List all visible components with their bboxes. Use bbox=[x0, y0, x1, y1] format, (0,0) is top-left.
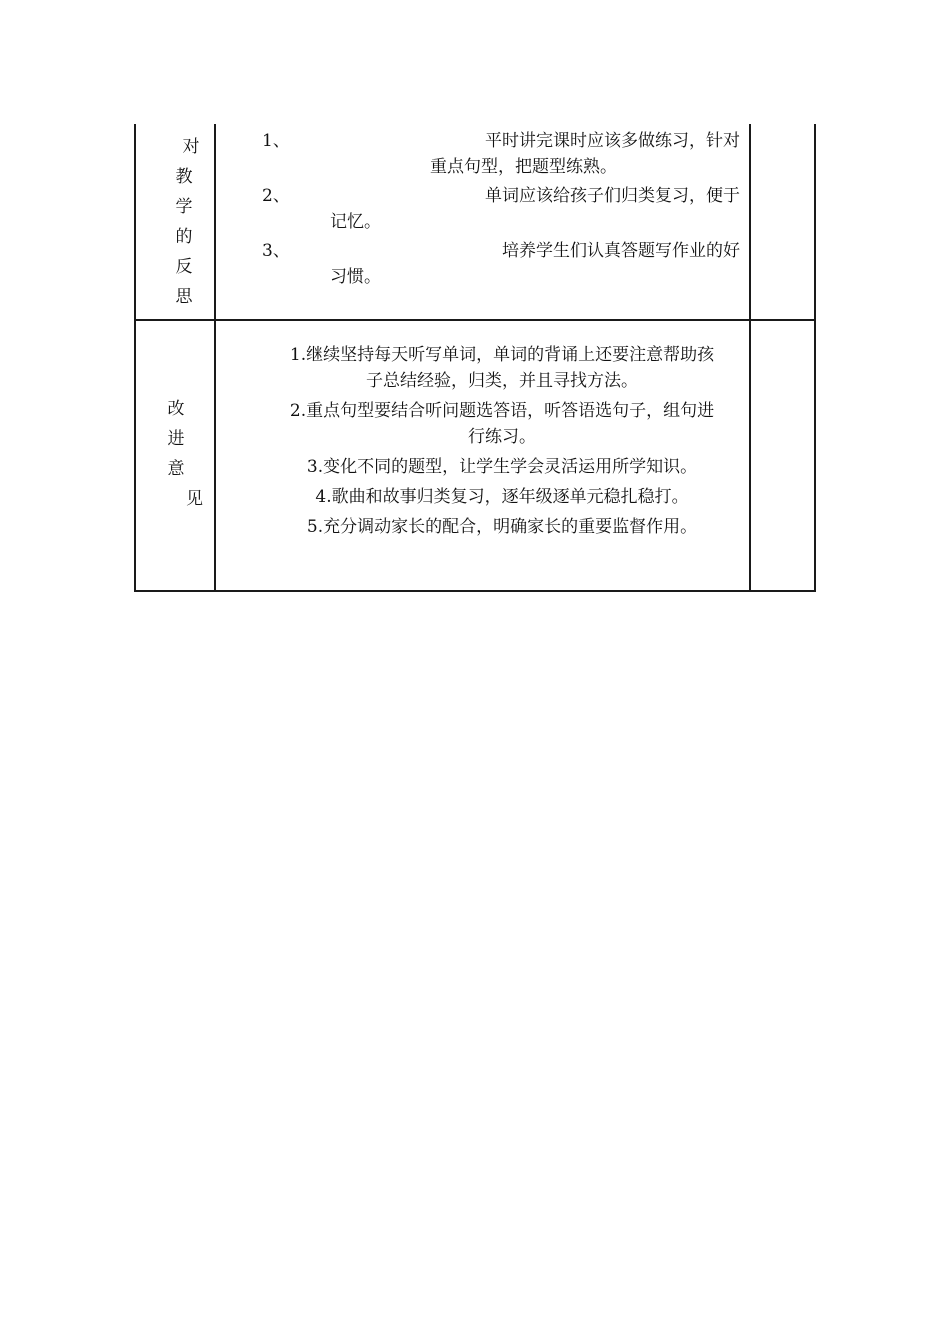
reflection-label-char: 反 bbox=[175, 257, 193, 277]
reflection-item-text: 培养学生们认真答题写作业的好 bbox=[502, 241, 740, 261]
improvement-line: 1.继续坚持每天听写单词，单词的背诵上还要注意帮助孩 bbox=[289, 345, 715, 365]
table-row-divider bbox=[134, 319, 816, 321]
table-border-content-divider bbox=[749, 124, 751, 592]
improvement-line: 行练习。 bbox=[468, 427, 536, 447]
reflection-item-text: 单词应该给孩子们归类复习，便于 bbox=[485, 186, 740, 206]
reflection-label-char: 对 bbox=[182, 137, 200, 157]
reflection-item-number: 2、 bbox=[262, 186, 290, 206]
improvement-label-char: 见 bbox=[186, 489, 203, 509]
reflection-item-number: 3、 bbox=[262, 241, 290, 261]
table-border-label-divider bbox=[214, 124, 216, 592]
reflection-label-char: 的 bbox=[175, 227, 193, 247]
table-border-right bbox=[814, 124, 816, 592]
reflection-item bbox=[262, 183, 740, 238]
reflection-label-char: 教 bbox=[175, 167, 193, 187]
table-border-left bbox=[134, 124, 136, 592]
reflection-label-char: 思 bbox=[175, 287, 193, 307]
reflection-item-text-cont: 记忆。 bbox=[330, 212, 381, 232]
reflection-item bbox=[262, 238, 740, 293]
improvement-line: 子总结经验，归类，并且寻找方法。 bbox=[366, 371, 638, 391]
reflection-item-text-cont: 习惯。 bbox=[330, 267, 381, 287]
reflection-label bbox=[164, 132, 204, 312]
improvement-label-char: 意 bbox=[167, 459, 185, 479]
table-border-bottom bbox=[134, 590, 816, 592]
reflection-item-text: 平时讲完课时应该多做练习，针对 bbox=[485, 131, 740, 151]
reflection-item-number: 1、 bbox=[262, 131, 290, 151]
reflection-item-text-cont: 重点句型，把题型练熟。 bbox=[430, 157, 617, 177]
improvement-content bbox=[258, 342, 746, 540]
improvement-line: 3.变化不同的题型，让学生学会灵活运用所学知识。 bbox=[306, 457, 698, 477]
improvement-label-char: 进 bbox=[167, 429, 185, 449]
improvement-label bbox=[156, 394, 203, 514]
reflection-item bbox=[262, 128, 740, 183]
reflection-content bbox=[262, 128, 740, 293]
improvement-line: 2.重点句型要结合听问题选答语，听答语选句子，组句进 bbox=[289, 401, 715, 421]
improvement-line: 5.充分调动家长的配合，明确家长的重要监督作用。 bbox=[306, 517, 698, 537]
improvement-line: 4.歌曲和故事归类复习，逐年级逐单元稳扎稳打。 bbox=[315, 487, 689, 507]
reflection-table bbox=[134, 124, 816, 592]
reflection-label-char: 学 bbox=[175, 197, 193, 217]
improvement-label-char: 改 bbox=[167, 399, 185, 419]
